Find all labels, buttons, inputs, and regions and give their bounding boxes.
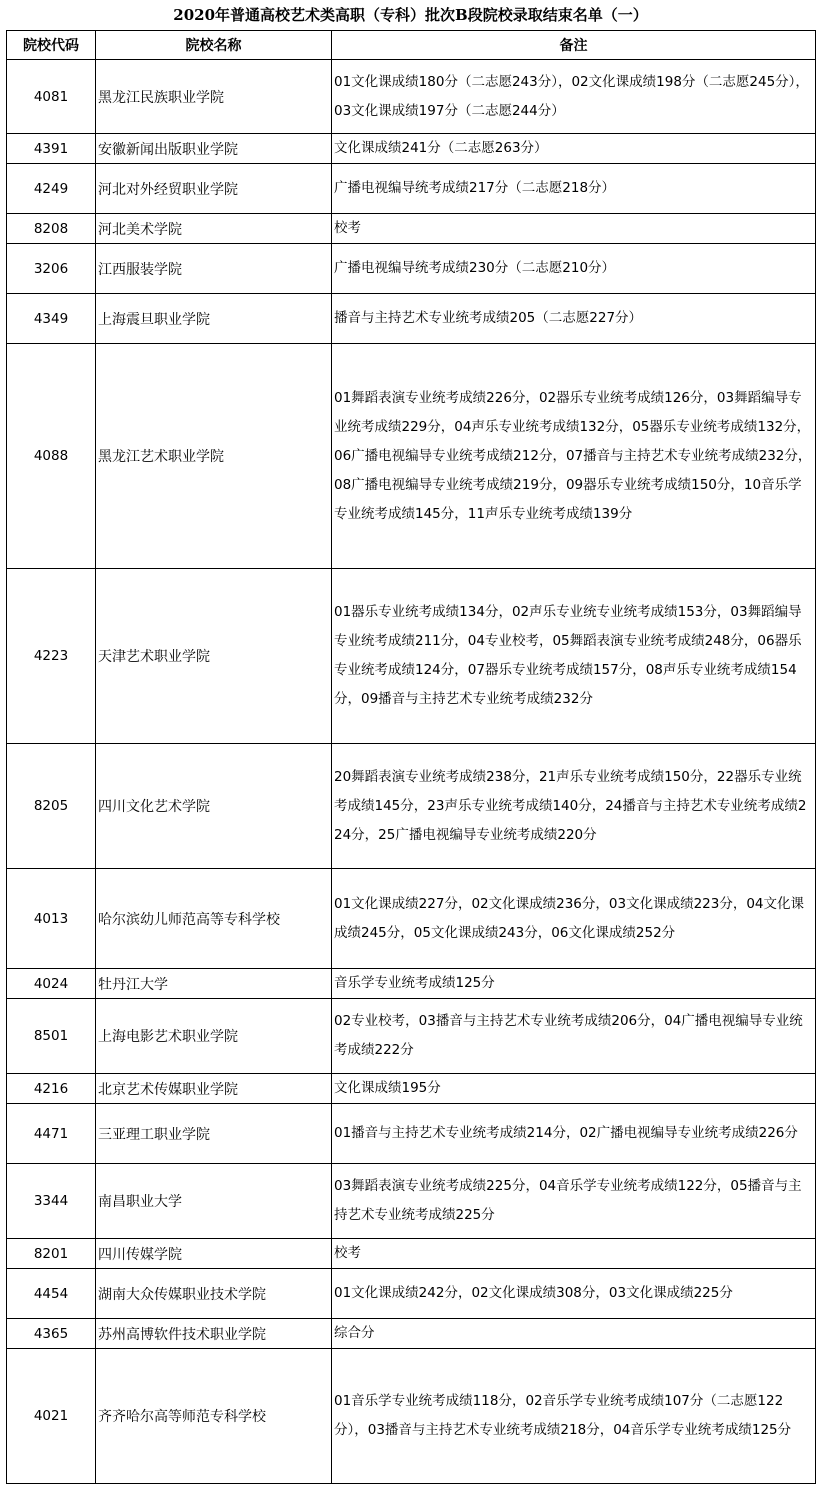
header-name: 院校名称 (96, 31, 332, 60)
table-row (7, 969, 816, 999)
school-code: 4021 (7, 1349, 96, 1484)
remark: 广播电视编导统考成绩217分（二志愿218分） (332, 164, 816, 214)
remark: 文化课成绩195分 (332, 1074, 816, 1104)
remark: 文化课成绩241分（二志愿263分） (332, 134, 816, 164)
remark: 03舞蹈表演专业统考成绩225分，04音乐学专业统考成绩122分，05播音与主持艺术专业统考成绩225分 (332, 1164, 816, 1239)
school-name: 上海震旦职业学院 (96, 294, 332, 344)
school-name: 哈尔滨幼儿师范高等专科学校 (96, 869, 332, 969)
table-row (7, 1269, 816, 1319)
table-header-row (7, 31, 816, 60)
school-code: 8201 (7, 1239, 96, 1269)
school-code: 4024 (7, 969, 96, 999)
remark: 01文化课成绩227分，02文化课成绩236分，03文化课成绩223分，04文化课成绩245分，05文化课成绩243分，06文化课成绩252分 (332, 869, 816, 969)
school-name: 北京艺术传媒职业学院 (96, 1074, 332, 1104)
header-remark: 备注 (332, 31, 816, 60)
school-code: 3344 (7, 1164, 96, 1239)
remark: 01音乐学专业统考成绩118分，02音乐学专业统考成绩107分（二志愿122分），03播音与主持艺术专业统考成绩218分，04音乐学专业统考成绩125分 (332, 1349, 816, 1484)
school-code: 3206 (7, 244, 96, 294)
remark: 综合分 (332, 1319, 816, 1349)
table-row (7, 1104, 816, 1164)
table-row (7, 1349, 816, 1484)
table-row (7, 244, 816, 294)
school-name: 三亚理工职业学院 (96, 1104, 332, 1164)
table-body (7, 60, 816, 1484)
table-row (7, 344, 816, 569)
school-code: 4454 (7, 1269, 96, 1319)
remark: 广播电视编导统考成绩230分（二志愿210分） (332, 244, 816, 294)
table-row (7, 1319, 816, 1349)
table-row (7, 294, 816, 344)
remark: 20舞蹈表演专业统考成绩238分，21声乐专业统考成绩150分，22器乐专业统考成绩145分，23声乐专业统考成绩140分，24播音与主持艺术专业统考成绩224分，25广播电视编导专业统考成绩220分 (332, 744, 816, 869)
school-code: 4216 (7, 1074, 96, 1104)
remark: 校考 (332, 214, 816, 244)
table-row (7, 214, 816, 244)
school-code: 4471 (7, 1104, 96, 1164)
school-name: 牡丹江大学 (96, 969, 332, 999)
school-name: 安徽新闻出版职业学院 (96, 134, 332, 164)
remark: 01器乐专业统考成绩134分，02声乐专业统专业统考成绩153分，03舞蹈编导专业统考成绩211分，04专业校考，05舞蹈表演专业统考成绩248分，06器乐专业统考成绩124分，07器乐专业统考成绩157分，08声乐专业统考成绩154分，09播音与主持艺术专业统考成绩232分 (332, 569, 816, 744)
school-code: 8208 (7, 214, 96, 244)
remark: 01播音与主持艺术专业统考成绩214分，02广播电视编导专业统考成绩226分 (332, 1104, 816, 1164)
school-name: 河北对外经贸职业学院 (96, 164, 332, 214)
table-row (7, 744, 816, 869)
school-name: 黑龙江民族职业学院 (96, 60, 332, 134)
school-code: 4391 (7, 134, 96, 164)
school-name: 南昌职业大学 (96, 1164, 332, 1239)
table-row (7, 569, 816, 744)
school-name: 湖南大众传媒职业技术学院 (96, 1269, 332, 1319)
remark: 01舞蹈表演专业统考成绩226分，02器乐专业统考成绩126分，03舞蹈编导专业统考成绩229分，04声乐专业统考成绩132分，05器乐专业统考成绩132分，06广播电视编导专业统考成绩212分，07播音与主持艺术专业统考成绩232分，08广播电视编导专业统考成绩219分，09器乐专业统考成绩150分，10音乐学专业统考成绩145分，11声乐专业统考成绩139分 (332, 344, 816, 569)
school-code: 4088 (7, 344, 96, 569)
header-code: 院校代码 (7, 31, 96, 60)
table-row (7, 134, 816, 164)
school-name: 四川文化艺术学院 (96, 744, 332, 869)
table-row (7, 164, 816, 214)
school-name: 黑龙江艺术职业学院 (96, 344, 332, 569)
school-code: 4223 (7, 569, 96, 744)
remark: 播音与主持艺术专业统考成绩205（二志愿227分） (332, 294, 816, 344)
table-row (7, 869, 816, 969)
school-name: 齐齐哈尔高等师范专科学校 (96, 1349, 332, 1484)
admission-table (6, 30, 816, 1484)
table-row (7, 1164, 816, 1239)
remark: 校考 (332, 1239, 816, 1269)
remark: 02专业校考，03播音与主持艺术专业统考成绩206分，04广播电视编导专业统考成绩222分 (332, 999, 816, 1074)
remark: 01文化课成绩242分，02文化课成绩308分，03文化课成绩225分 (332, 1269, 816, 1319)
table-row (7, 1239, 816, 1269)
page-title: 2020年普通高校艺术类高职（专科）批次B段院校录取结束名单（一） (173, 6, 648, 24)
table-row (7, 60, 816, 134)
remark: 01文化课成绩180分（二志愿243分），02文化课成绩198分（二志愿245分），03文化课成绩197分（二志愿244分） (332, 60, 816, 134)
school-code: 4013 (7, 869, 96, 969)
school-code: 4365 (7, 1319, 96, 1349)
school-name: 天津艺术职业学院 (96, 569, 332, 744)
school-name: 苏州高博软件技术职业学院 (96, 1319, 332, 1349)
school-code: 4081 (7, 60, 96, 134)
school-code: 4349 (7, 294, 96, 344)
school-code: 4249 (7, 164, 96, 214)
school-name: 河北美术学院 (96, 214, 332, 244)
table-row (7, 999, 816, 1074)
school-code: 8205 (7, 744, 96, 869)
school-name: 上海电影艺术职业学院 (96, 999, 332, 1074)
table-row (7, 1074, 816, 1104)
school-name: 四川传媒学院 (96, 1239, 332, 1269)
remark: 音乐学专业统考成绩125分 (332, 969, 816, 999)
school-name: 江西服装学院 (96, 244, 332, 294)
school-code: 8501 (7, 999, 96, 1074)
